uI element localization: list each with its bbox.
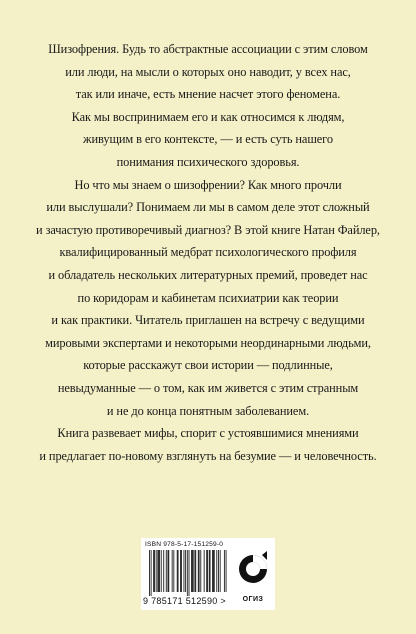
isbn-label: ISBN 978-5-17-151259-0 <box>145 541 224 548</box>
ogiz-logo-icon <box>236 548 270 598</box>
blurb-paragraph-4 <box>22 422 394 467</box>
blurb-line: так или иначе, есть мнение насчет этого феномена. <box>75 87 341 102</box>
back-cover-blurb <box>22 38 394 467</box>
blurb-paragraph-1 <box>22 38 394 106</box>
blurb-line: которые расскажут свои истории — подлинные, <box>83 358 333 373</box>
blurb-line: Шизофрения. Будь то абстрактные ассоциации с этим словом <box>48 42 368 56</box>
blurb-line: и предлагает по-новому взглянуть на безумие — и человечность. <box>39 448 377 463</box>
blurb-line: мировыми экспертами и некоторыми неординарными людьми, <box>45 335 371 350</box>
blurb-line: или люди, на мысли о которых оно наводит, у всех нас, <box>65 64 351 79</box>
blurb-paragraph-3 <box>22 174 394 423</box>
blurb-line: квалифицированный медбрат психологического профиля <box>59 245 357 260</box>
blurb-line: по коридорам и кабинетам психиатрии как теории <box>77 290 339 305</box>
blurb-line: живущим в его контексте, — и есть суть нашего <box>83 132 333 147</box>
blurb-line: невыдуманные — о том, как им живется с этим странным <box>57 380 359 395</box>
blurb-line: и не до конца понятным заболеванием. <box>106 403 310 418</box>
barcode-image <box>149 550 229 596</box>
blurb-line: и зачастую противоречивый диагноз? В этой книге Натан Файлер, <box>36 222 380 237</box>
blurb-line: или выслушали? Понимаем ли мы в самом деле этот сложный <box>46 200 370 215</box>
blurb-line: и обладатель нескольких литературных премий, проведет нас <box>48 267 368 282</box>
blurb-line: и как практики. Читатель приглашен на встречу с ведущими <box>51 313 365 328</box>
isbn-barcode-block <box>141 538 275 610</box>
publisher-name: ОГИЗ <box>242 596 264 603</box>
blurb-line: Как мы воспринимаем его и как относимся к людям, <box>71 109 345 124</box>
blurb-line: Книга развевает мифы, спорит с устоявшимися мнениями <box>57 426 359 441</box>
barcode-digits: 9 785171 512590 > <box>143 596 226 606</box>
blurb-paragraph-2 <box>22 106 394 174</box>
blurb-line: понимания психического здоровья. <box>116 154 300 169</box>
blurb-line: Но что мы знаем о шизофрении? Как много прочли <box>74 177 342 192</box>
